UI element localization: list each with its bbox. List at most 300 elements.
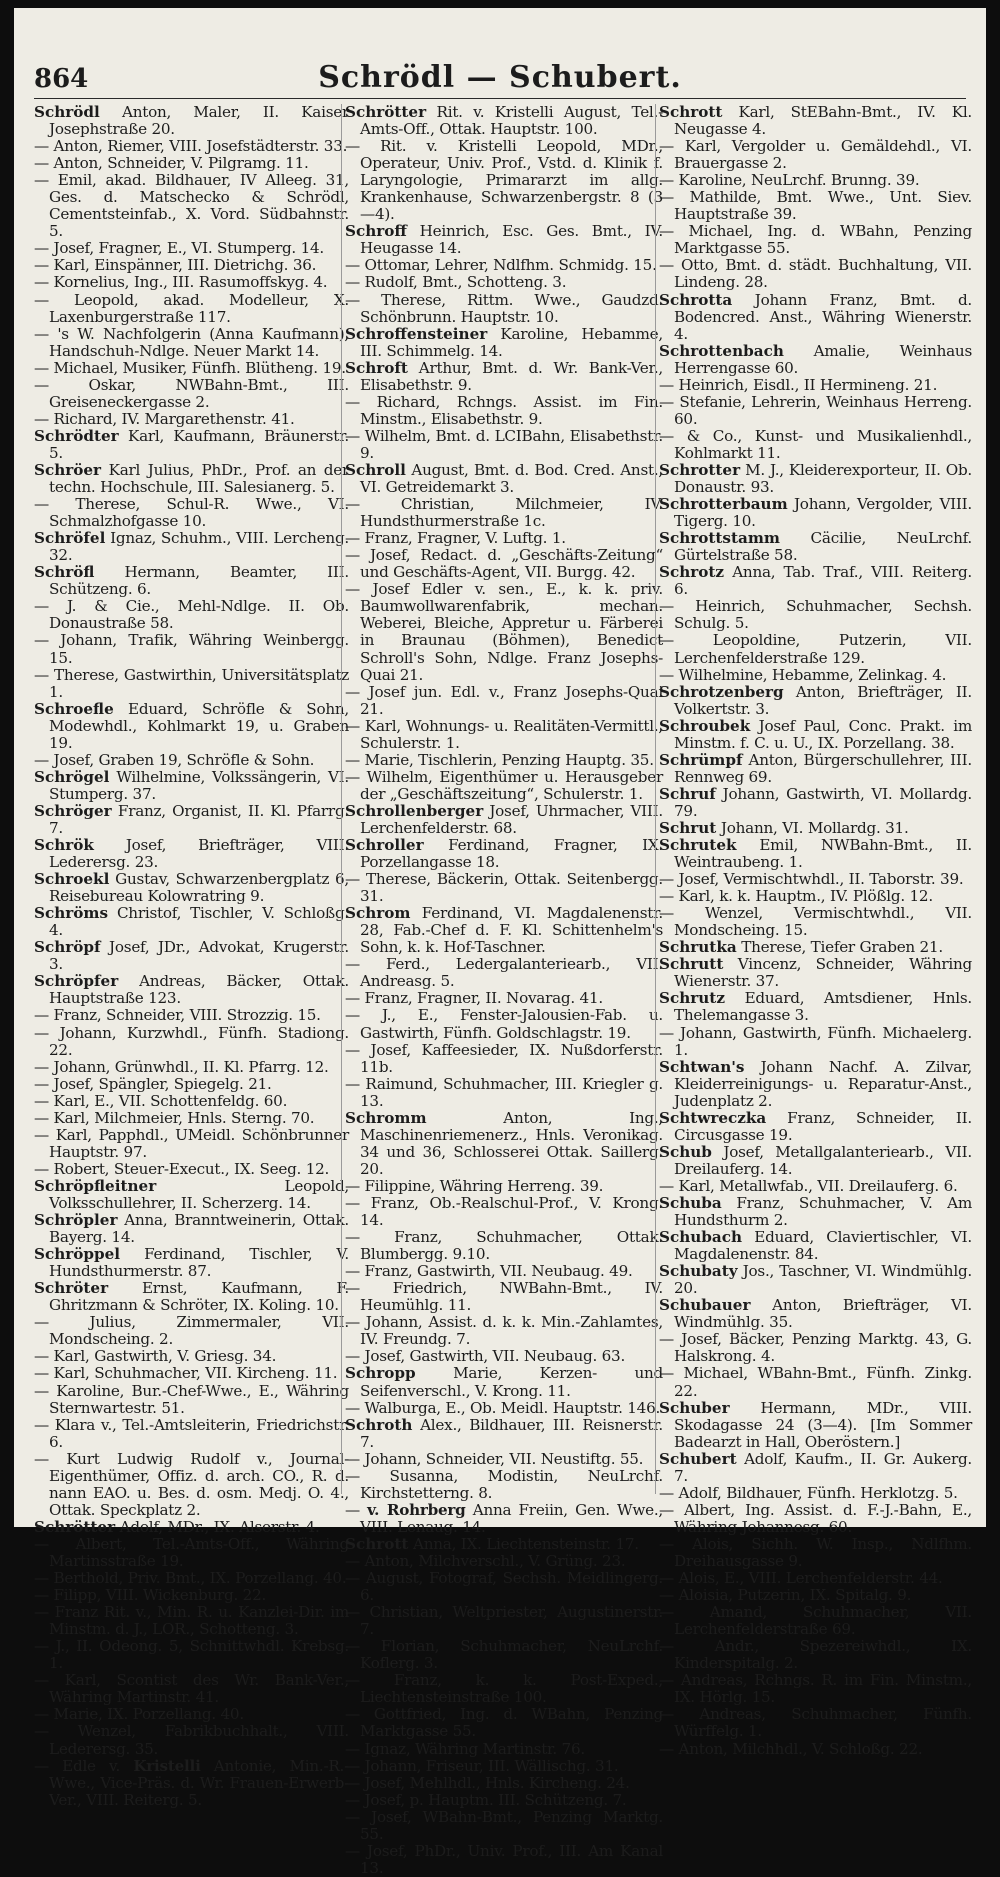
entry-surname: Schröms — [34, 904, 109, 923]
entry-text: — Robert, Steuer-Execut., IX. Seeg. 12. — [34, 1159, 330, 1178]
directory-entry-headword — [659, 104, 972, 138]
directory-entry — [34, 1025, 349, 1059]
directory-entry-headword — [345, 462, 663, 496]
directory-entry-headword — [659, 820, 972, 837]
directory-entry — [34, 1348, 349, 1365]
directory-entry — [34, 1604, 349, 1638]
entry-text: — Rit. v. Kristelli Leopold, MDr., Operateur, Univ. Prof., Vstd. d. Klinik f. Laryngologie, Primararzt im allg. Krankenhause, Schwarzenbergstr. 8 (3—4). — [345, 137, 663, 224]
entry-text: — Michael, Ing. d. WBahn, Penzing Marktgasse 55. — [659, 222, 972, 258]
entry-text: Arthur, Bmt. d. Wr. Bank-Ver., Elisabethstr. 9. — [360, 358, 664, 394]
entry-text: — Leopold, akad. Modelleur, X. Laxenburgerstraße 117. — [34, 290, 349, 326]
running-head: Schrödl — Schubert. — [318, 60, 682, 95]
directory-entry-headword — [659, 496, 972, 530]
directory-entry — [659, 1025, 972, 1059]
directory-entry — [34, 1007, 349, 1024]
directory-entry — [659, 138, 972, 172]
entry-surname: Schrutz — [659, 989, 725, 1008]
entry-text: — Florian, Schuhmacher, NeuLrchf. Koflerg. 3. — [345, 1637, 663, 1673]
entry-text: — Karoline, Bur.-Chef-Wwe., E., Währing Sternwartestr. 51. — [34, 1381, 349, 1417]
directory-entry — [345, 1280, 663, 1314]
entry-text: Eduard, Amtsdiener, Hnls. Thelemangasse 3. — [674, 989, 973, 1025]
entry-surname: Schröfl — [34, 563, 95, 582]
entry-surname: Schrut — [659, 818, 717, 837]
directory-entry — [659, 871, 972, 888]
directory-entry — [345, 1638, 663, 1672]
directory-entry-headword — [659, 1110, 972, 1144]
entry-text: — Heinrich, Eisdl., II Hermineng. 21. — [659, 375, 938, 394]
directory-entry-headword — [659, 956, 972, 990]
entry-text: Eduard, Schröfle & Sohn, Modewhdl., Kohlmarkt 19, u. Graben 19. — [49, 699, 349, 752]
directory-entry — [659, 394, 972, 428]
entry-text: — Franz, Ob.-Realschul-Prof., V. Krong. 14. — [345, 1194, 663, 1230]
directory-entry — [34, 326, 349, 360]
directory-entry — [345, 1348, 663, 1365]
entry-surname: Schtwan's — [659, 1057, 745, 1076]
entry-text: Karl, StEBahn-Bmt., IV. Kl. Neugasse 4. — [674, 103, 972, 139]
entry-text: Gustav, Schwarzenbergplatz 6, Reisebureau Kolowratring 9. — [49, 870, 350, 906]
entry-text: — Josef, PhDr., Univ. Prof., III. Am Kanal 13. — [345, 1841, 663, 1877]
directory-entry — [659, 905, 972, 939]
directory-entry — [34, 1587, 349, 1604]
entry-text: — Johann, Grünwhdl., II. Kl. Pfarrg. 12. — [34, 1057, 329, 1076]
entry-text: — Josef, Fragner, E., VI. Stumperg. 14. — [34, 239, 324, 258]
entry-surname: Schrök — [34, 836, 94, 855]
entry-surname: Schrotterbaum — [659, 495, 788, 514]
directory-entry — [345, 1775, 663, 1792]
entry-text: Andreas, Bäcker, Ottak. Hauptstraße 123. — [49, 972, 350, 1008]
entry-text: — Karl, Milchmeier, Hnls. Sterng. 70. — [34, 1108, 315, 1127]
entry-surname: Schrotter — [659, 460, 741, 479]
entry-surname: Schrotta — [659, 290, 733, 309]
entry-surname: Schrödter — [34, 426, 119, 445]
directory-entry — [345, 547, 663, 581]
entry-text: Josef, Uhrmacher, VIII. Lerchenfelderstr. 68. — [360, 801, 663, 837]
entry-surname: Schroft — [345, 358, 408, 377]
entry-text: — Filippine, Währing Herreng. 39. — [345, 1176, 604, 1195]
directory-entry — [34, 1314, 349, 1348]
directory-entry — [345, 684, 663, 718]
directory-entry-headword — [659, 1195, 972, 1229]
entry-text: — & Co., Kunst- und Musikalienhdl., Kohlmarkt 11. — [659, 426, 972, 462]
directory-entry — [34, 274, 349, 291]
entry-surname: Schubert — [659, 1449, 737, 1468]
entry-text: — Karl, Einspänner, III. Dietrichg. 36. — [34, 256, 317, 275]
directory-entry-headword — [34, 1519, 349, 1536]
directory-entry — [34, 1161, 349, 1178]
directory-entry — [345, 769, 663, 803]
directory-entry-headword — [34, 104, 349, 138]
entry-text: — Anton, Riemer, VIII. Josefstädterstr. 33. — [34, 137, 348, 156]
entry-surname: Schröpf — [34, 938, 101, 957]
entry-text: — Josef, p. Hauptm. III. Schützeng. 7. — [345, 1790, 627, 1809]
entry-surname: Schröpler — [34, 1211, 118, 1230]
entry-text: Heinrich, Esc. Ges. Bmt., IV. Heugasse 14. — [360, 222, 663, 258]
directory-entry-headword — [34, 769, 349, 803]
entry-text: — August, Fotograf, Sechsh. Meidlingerg. 6. — [345, 1569, 663, 1605]
directory-entry-headword — [34, 564, 349, 598]
entry-surname: Schroekl — [34, 870, 110, 889]
column-3 — [659, 103, 973, 1758]
entry-surname: Schub — [659, 1142, 712, 1161]
directory-entry — [345, 292, 663, 326]
entry-text: Ferdinand, Fragner, IX. Porzellangasse 18. — [360, 836, 663, 872]
directory-entry — [659, 667, 972, 684]
entry-surname: Schröpfer — [34, 972, 119, 991]
entry-surname: Schrötter — [345, 103, 427, 121]
entry-text: — Johann, Gastwirth, Fünfh. Michaelerg. 1. — [659, 1023, 972, 1059]
entry-text: Anton, Briefträger, VI. Windmühlg. 35. — [674, 1296, 972, 1332]
entry-text: — Therese, Gastwirthin, Universitätsplatz 1. — [34, 665, 349, 701]
entry-surname: Schrottenbach — [659, 341, 784, 360]
directory-entry — [659, 1672, 972, 1706]
entry-text: Hermann, MDr., VIII. Skodagasse 24 (3—4). [Im Sommer Badearzt in Hall, Oberöstern.] — [674, 1398, 973, 1451]
entry-text: — Marie, IX. Porzellang. 40. — [34, 1705, 244, 1724]
entry-text: — Michael, Musiker, Fünfh. Blütheng. 19. — [34, 358, 346, 377]
directory-entry-headword — [659, 990, 972, 1024]
directory-entry — [345, 1741, 663, 1758]
entry-surname: Schroller — [345, 836, 424, 855]
directory-entry — [659, 1741, 972, 1758]
entry-text: — Karl, E., VII. Schottenfeldg. 60. — [34, 1091, 288, 1110]
entry-surname: Schroll — [345, 460, 406, 479]
entry-text: — Christian, Weltpriester, Augustinerstr. 7. — [345, 1603, 663, 1639]
entry-text: — Johann, Friseur, III. Wällischg. 31. — [345, 1756, 619, 1775]
entry-surname: Schrott — [345, 1534, 409, 1553]
entry-surname: Schroff — [345, 222, 407, 241]
directory-entry — [345, 1468, 663, 1502]
entry-surname: Schroth — [345, 1415, 413, 1434]
directory-entry — [34, 1365, 349, 1382]
directory-entry — [659, 1706, 972, 1740]
entry-surname: Schrutka — [659, 938, 737, 957]
entry-text: — Emil, akad. Bildhauer, IV Alleeg. 31, Ges. d. Matschecko & Schrödl, Cementsteinfab., X. Vord. Südbahnstr. 5. — [34, 171, 349, 241]
directory-entry — [345, 394, 663, 428]
directory-entry — [34, 377, 349, 411]
entry-surname: Schroefle — [34, 699, 114, 718]
entry-text: — Johann, Assist. d. k. k. Min.-Zahlamtes, IV. Freundg. 7. — [345, 1313, 663, 1349]
column-2 — [345, 103, 664, 1877]
entry-text: Rit. v. Kristelli August, Tel.-Amts-Off., Ottak. Hauptstr. 100. — [360, 103, 663, 139]
entry-surname: Schröer — [34, 460, 102, 479]
entry-text: Amalie, Weinhaus Herrengasse 60. — [674, 341, 972, 377]
entry-text: Johann Nachf. A. Zilvar, Kleiderreinigungs- u. Reparatur-Anst., Judenplatz 2. — [674, 1057, 972, 1110]
directory-entry — [659, 888, 972, 905]
directory-entry — [34, 1706, 349, 1723]
directory-entry — [345, 1570, 663, 1604]
entry-text: — J., II. Odeong. 5, Schnittwhdl. Krebsg. 1. — [34, 1637, 349, 1673]
entry-text: — Kornelius, Ing., III. Rasumoffskyg. 4. — [34, 273, 328, 292]
directory-entry — [659, 377, 972, 394]
entry-text: — Josef, Gastwirth, VII. Neubaug. 63. — [345, 1347, 626, 1366]
entry-surname: Schröppel — [34, 1245, 121, 1264]
entry-text: Eduard, Claviertischler, VI. Magdalenenstr. 84. — [674, 1228, 972, 1264]
entry-text: — Franz, Schneider, VIII. Strozzig. 15. — [34, 1006, 321, 1025]
entry-text: — Wenzel, Vermischtwhdl., VII. Mondscheing. 15. — [659, 904, 972, 940]
directory-entry — [34, 752, 349, 769]
directory-entry-headword — [659, 684, 972, 718]
directory-entry-headword — [659, 1229, 972, 1263]
entry-text: Johann, Vergolder, VIII. Tigerg. 10. — [674, 495, 972, 531]
entry-text: Adolf, Kaufm., II. Gr. Aukerg. 7. — [674, 1449, 972, 1485]
entry-text: — Franz, Fragner, II. Novarag. 41. — [345, 989, 603, 1008]
entry-text: Leopold, Volksschullehrer, II. Scherzerg. 14. — [49, 1176, 349, 1212]
entry-text: — Therese, Schul-R. Wwe., VI. Schmalzhofgasse 10. — [34, 495, 349, 531]
entry-text: Anton, Ing., Maschinenriemenerz., Hnls. Veronikag. 34 und 36, Schlosserei Ottak. Saillerg. 20. — [360, 1108, 664, 1178]
directory-entry-headword — [345, 837, 663, 871]
entry-text: — Franz, Schuhmacher, Ottak. Blumbergg. 9.10. — [345, 1228, 663, 1264]
entry-surname: Schuba — [659, 1194, 722, 1212]
directory-entry — [345, 1809, 663, 1843]
directory-entry — [34, 1451, 349, 1519]
entry-text: Ferdinand, VI. Magdalenenstr. 28, Fab.-Chef d. F. Kl. Schittenhelm's Sohn, k. k. Hof-Taschner. — [360, 904, 664, 957]
directory-entry — [34, 1638, 349, 1672]
entry-text: Ernst, Kaufmann, F. Ghritzmann & Schröter, IX. Koling. 10. — [49, 1279, 349, 1315]
entry-text: — v. Rohrberg Anna Freiin, Gen. Wwe., VIII. Lenaug. 14. — [345, 1500, 663, 1536]
directory-entry-headword — [659, 718, 972, 752]
entry-text: — Heinrich, Schuhmacher, Sechsh. Schulg. 5. — [659, 597, 972, 633]
directory-entry — [345, 1314, 663, 1348]
entry-text: — Josef, Mehlhdl., Hnls. Kircheng. 24. — [345, 1773, 630, 1792]
directory-entry — [345, 718, 663, 752]
directory-entry — [659, 223, 972, 257]
entry-text: Ferdinand, Tischler, V. Hundsthurmerstr. 87. — [49, 1245, 350, 1281]
entry-text: Anton, Briefträger, II. Volkertstr. 3. — [674, 682, 972, 718]
entry-text: — Susanna, Modistin, NeuLrchf. Kirchstetterng. 8. — [345, 1466, 663, 1502]
directory-entry — [345, 274, 663, 291]
entry-surname: Schröter — [34, 1279, 109, 1298]
entry-text: — Franz Rit. v., Min. R. u. Kanzlei-Dir. im Minstm. d. J., LOR., Schotteng. 3. — [34, 1603, 349, 1639]
entry-surname: Schröpfleitner — [34, 1176, 157, 1195]
entry-text: — Adolf, Bildhauer, Fünfh. Herklotzg. 5. — [659, 1483, 958, 1502]
entry-surname: Schröger — [34, 801, 112, 820]
directory-entry-headword — [34, 905, 349, 939]
directory-entry — [345, 428, 663, 462]
entry-text: — Andr., Spezereiwhdl., IX. Kinderspitalg. 2. — [659, 1637, 972, 1673]
directory-entry — [345, 496, 663, 530]
entry-text: — Walburga, E., Ob. Meidl. Hauptstr. 146. — [345, 1398, 661, 1417]
directory-entry — [659, 189, 972, 223]
entry-surname: Schropp — [345, 1364, 416, 1383]
column-1 — [34, 103, 350, 1809]
directory-entry — [345, 1400, 663, 1417]
entry-text: — J., E., Fenster-Jalousien-Fab. u. Gastwirth, Fünfh. Goldschlagstr. 19. — [345, 1006, 663, 1042]
entry-text: — Josef, Vermischtwhdl., II. Taborstr. 39. — [659, 870, 964, 889]
entry-text: Wilhelmine, Volkssängerin, VI. Stumperg. 37. — [49, 767, 349, 803]
entry-text: — Josef, Spängler, Spiegelg. 21. — [34, 1074, 272, 1093]
directory-entry — [345, 1042, 663, 1076]
directory-entry-headword — [659, 939, 972, 956]
entry-text: Johann, Gastwirth, VI. Mollardg. 79. — [674, 784, 972, 820]
directory-entry-headword — [659, 1263, 972, 1297]
entry-text: — Otto, Bmt. d. städt. Buchhaltung, VII. Lindeng. 28. — [659, 256, 972, 292]
entry-text: — Wenzel, Fabrikbuchhalt., VIII. Lederersg. 35. — [34, 1722, 349, 1758]
entry-surname: Schubach — [659, 1228, 743, 1247]
directory-entry — [34, 1536, 349, 1570]
directory-entry — [345, 1007, 663, 1041]
directory-entry — [659, 1485, 972, 1502]
directory-entry-headword — [659, 1144, 972, 1178]
entry-surname: Schrotz — [659, 563, 725, 582]
header-rule — [34, 98, 966, 99]
directory-entry — [34, 1127, 349, 1161]
directory-entry — [659, 1604, 972, 1638]
entry-text: Therese, Tiefer Graben 21. — [741, 938, 943, 957]
directory-entry — [659, 1502, 972, 1536]
entry-text: — Ferd., Ledergalanteriearb., VII. Andreasg. 5. — [345, 955, 663, 991]
directory-entry — [34, 155, 349, 172]
directory-entry-headword — [659, 462, 972, 496]
entry-surname: Schrott — [659, 103, 723, 121]
entry-text: Marie, Kerzen- und Seifenverschl., V. Krong. 11. — [360, 1364, 663, 1400]
entry-surname: Schuber — [659, 1398, 730, 1417]
entry-surname: Schrötter — [34, 1517, 116, 1536]
directory-entry — [34, 138, 349, 155]
directory-entry — [34, 292, 349, 326]
directory-entry — [34, 1383, 349, 1417]
entry-text: — Karoline, NeuLrchf. Brunng. 39. — [659, 171, 920, 190]
entry-text: — Albert, Ing. Assist. d. F.-J.-Bahn, E., Währing Johannesg. 60. — [659, 1500, 972, 1536]
directory-entry — [34, 1570, 349, 1587]
entry-text: — Josef, Bäcker, Penzing Marktg. 43, G. Halskrong. 4. — [659, 1330, 972, 1366]
directory-entry-headword — [345, 905, 663, 956]
entry-text: Johann, VI. Mollardg. 31. — [720, 818, 909, 837]
directory-entry-headword — [345, 1365, 663, 1399]
entry-text: — Wilhelm, Bmt. d. LCIBahn, Elisabethstr. 9. — [345, 426, 663, 462]
entry-text: M. J., Kleiderexporteur, II. Ob. Donaustr. 93. — [674, 460, 972, 497]
directory-entry — [345, 1672, 663, 1706]
entry-text: — Franz, Fragner, V. Luftg. 1. — [345, 529, 566, 548]
directory-entry-headword — [34, 428, 349, 462]
entry-text: — Gottfried, Ing. d. WBahn, Penzing Marktgasse 55. — [345, 1705, 663, 1741]
entry-text: — Josef, Redact. d. „Geschäfts-Zeitung“ und Geschäfts-Agent, VII. Burgg. 42. — [345, 546, 663, 582]
entry-text: — Therese, Bäckerin, Ottak. Seitenbergg. 31. — [345, 870, 663, 906]
entry-text: Franz, Organist, II. Kl. Pfarrg. 7. — [49, 801, 349, 837]
entry-text: — Wilhelm, Eigenthümer u. Herausgeber der „Geschäftszeitung“, Schulerstr. 1. — [345, 767, 663, 803]
directory-entry — [345, 1843, 663, 1877]
entry-text: — Johann, Kurzwhdl., Fünfh. Stadiong. 22. — [34, 1023, 349, 1059]
entry-surname: Schrottstamm — [659, 529, 780, 548]
entry-surname: Schrümpf — [659, 750, 743, 769]
directory-entry-headword — [34, 1212, 349, 1246]
entry-surname: Schrotzenberg — [659, 682, 784, 701]
directory-entry-headword — [34, 939, 349, 973]
directory-entry-headword — [34, 803, 349, 837]
directory-entry — [659, 1365, 972, 1399]
directory-entry-headword — [345, 104, 663, 138]
directory-entry-headword — [34, 1280, 349, 1314]
directory-entry-headword — [659, 1400, 972, 1451]
entry-text: — Ottomar, Lehrer, Ndlfhm. Schmidg. 15. — [345, 256, 657, 275]
directory-entry — [659, 172, 972, 189]
directory-entry — [659, 1331, 972, 1365]
entry-text: — Karl, Schuhmacher, VII. Kircheng. 11. — [34, 1364, 338, 1383]
entry-text: — Alois, Sichh. W. Insp., Ndlfhm. Dreihausgasse 9. — [659, 1534, 972, 1570]
directory-entry — [34, 598, 349, 632]
directory-entry-headword — [345, 326, 663, 360]
directory-entry-headword — [34, 837, 349, 871]
directory-entry-headword — [34, 462, 349, 496]
directory-entry — [659, 1570, 972, 1587]
directory-entry — [345, 1076, 663, 1110]
directory-entry — [34, 632, 349, 666]
entry-surname: Schromm — [345, 1108, 427, 1127]
directory-entry — [34, 172, 349, 240]
directory-entry-headword — [34, 530, 349, 564]
entry-text: Josef Paul, Conc. Prakt. im Minstm. f. C. u. U., IX. Porzellang. 38. — [674, 716, 973, 752]
entry-surname: Schröfel — [34, 529, 106, 548]
entry-text: — Franz, k. k. Post-Exped., Liechtensteinstraße 100. — [345, 1671, 663, 1707]
directory-entry — [345, 1553, 663, 1570]
entry-text: — Marie, Tischlerin, Penzing Hauptg. 35. — [345, 750, 654, 769]
directory-entry — [345, 752, 663, 769]
directory-entry-headword — [345, 1110, 663, 1178]
entry-surname: Schroubek — [659, 716, 751, 735]
entry-text: — Andreas, Schuhmacher, Fünfh. Würffelg. 1. — [659, 1705, 972, 1741]
directory-entry-headword — [34, 1178, 349, 1212]
directory-entry-headword — [659, 1451, 972, 1485]
directory-entry-headword — [659, 786, 972, 820]
entry-text: — Julius, Zimmermaler, VII. Mondscheing. 2. — [34, 1313, 349, 1349]
entry-text: — Richard, Rchngs. Assist. im Fin. Minstm., Elisabethstr. 9. — [345, 392, 663, 428]
entry-text: — Kurt Ludwig Rudolf v., Journal-Eigenthümer, Offiz. d. arch. CO., R. d. nann EAO. u. Bes. d. osm. Medj. O. 4., Ottak. Speckplatz 2. — [34, 1449, 349, 1519]
entry-text: Josef, Metallgalanteriearb., VII. Dreilauferg. 14. — [674, 1142, 973, 1178]
entry-text: — Alois, E., VIII. Lerchenfelderstr. 44. — [659, 1569, 943, 1588]
entry-text: — Wilhelmine, Hebamme, Zelinkag. 4. — [659, 665, 947, 684]
entry-surname: Schrögel — [34, 767, 110, 786]
directory-entry — [34, 1110, 349, 1127]
entry-text: — Christian, Milchmeier, IV. Hundsthurmerstraße 1c. — [345, 495, 663, 531]
directory-entry — [34, 1076, 349, 1093]
entry-text: — Rudolf, Bmt., Schotteng. 3. — [345, 273, 567, 292]
directory-entry — [345, 990, 663, 1007]
directory-entry — [34, 257, 349, 274]
entry-text: — Josef Edler v. sen., E., k. k. priv. Baumwollwarenfabrik, mechan. Weberei, Bleiche, Appretur u. Färberei in Braunau (Böhmen), Benedict Schroll's Sohn, Ndlge. Franz Josephs-Quai 21. — [345, 580, 663, 684]
directory-entry — [34, 667, 349, 701]
entry-text: — Berthold, Priv. Bmt., IX. Porzellang. 40. — [34, 1569, 347, 1588]
entry-surname: Schrutt — [659, 955, 724, 974]
directory-entry — [34, 1059, 349, 1076]
entry-text: Anna, Tab. Traf., VIII. Reiterg. 6. — [674, 563, 972, 599]
entry-text: — Anton, Milchhdl., V. Schloßg. 22. — [659, 1739, 923, 1758]
entry-text: — Stefanie, Lehrerin, Weinhaus Herreng. 60. — [659, 392, 972, 428]
entry-text: — Karl, k. k. Hauptm., IV. Plößlg. 12. — [659, 887, 933, 906]
directory-entry — [345, 581, 663, 683]
entry-text: Josef, Briefträger, VIII. Lederersg. 23. — [49, 836, 349, 872]
entry-text: — Edle v. Kristelli Antonie, Min.-R.-Wwe., Vice-Präs. d. Wr. Frauen-Erwerb-Ver., VIII. Reiterg. 5. — [34, 1756, 349, 1809]
directory-entry-headword — [659, 292, 972, 343]
directory-entry — [34, 360, 349, 377]
entry-text: Hermann, Beamter, III. Schützeng. 6. — [49, 563, 349, 599]
directory-entry-headword — [34, 871, 349, 905]
directory-entry-headword — [34, 1246, 349, 1280]
directory-entry — [34, 1723, 349, 1757]
directory-entry-headword — [659, 530, 972, 564]
directory-entry — [659, 1587, 972, 1604]
directory-entry — [34, 411, 349, 428]
directory-entry — [659, 598, 972, 632]
directory-entry — [345, 1195, 663, 1229]
directory-entry — [659, 257, 972, 291]
directory-entry — [345, 530, 663, 547]
entry-text: Anton, Maler, II. Kaiser Josephstraße 20. — [49, 103, 349, 139]
entry-text: — Karl, Wohnungs- u. Realitäten-Vermittl., Schulerstr. 1. — [345, 716, 663, 752]
entry-text: — Karl, Vergolder u. Gemäldehdl., VI. Brauergasse 2. — [659, 137, 972, 173]
entry-surname: Schrutek — [659, 836, 737, 855]
entry-text: Emil, NWBahn-Bmt., II. Weintraubeng. 1. — [674, 836, 972, 872]
directory-entry — [659, 428, 972, 462]
entry-text: Karl, Kaufmann, Bräunerstr. 5. — [49, 426, 349, 462]
entry-text: Adolf, MDr., IX. Alserstr. 4. — [119, 1517, 320, 1536]
